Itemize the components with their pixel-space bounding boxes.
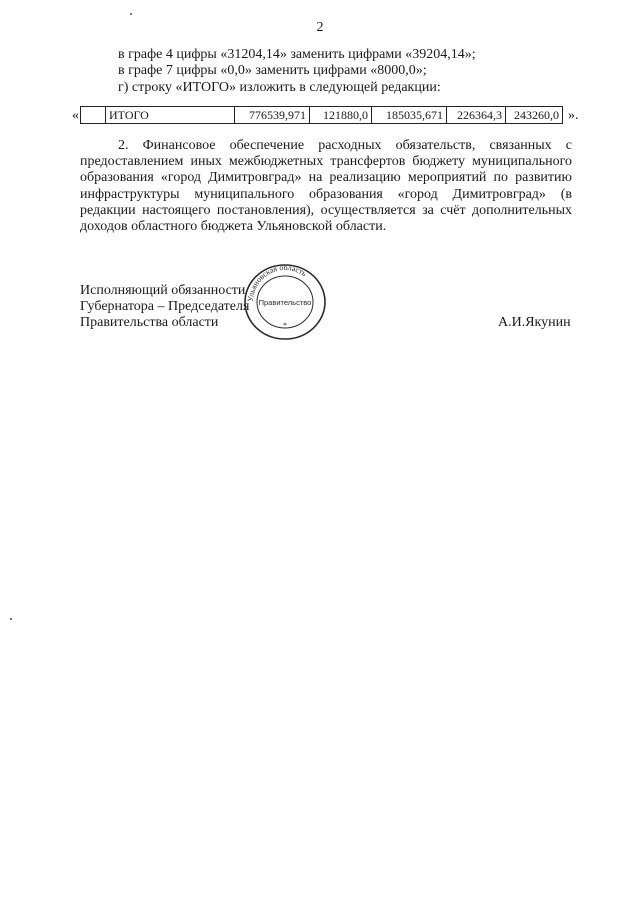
amendment-line-3: г) строку «ИТОГО» изложить в следующей редакции:	[118, 80, 441, 95]
signature-title-line-2: Губернатора – Председателя	[80, 299, 250, 314]
table-cell-value: 243260,0	[506, 107, 563, 124]
paragraph-2: 2. Финансовое обеспечение расходных обязательств, связанных с предоставлением иных межбюджетных трансфертов бюджету муниципального образования «город Димитровград» на реализацию мероприятий по развитию инфраструктуры муниципального образования «город Димитровград» (в редакции настоящего постановления), осуществляется за счёт дополнительных доходов областного бюджета Ульяновской области.	[80, 138, 572, 235]
opening-quote: «	[72, 108, 79, 123]
scan-speck	[130, 13, 132, 15]
official-seal-stamp	[240, 262, 330, 342]
scan-speck	[10, 618, 12, 620]
page-number: 2	[316, 20, 324, 35]
closing-quote: ».	[568, 108, 579, 123]
signature-title-line-1: Исполняющий обязанности	[80, 283, 246, 298]
table-cell-value: 121880,0	[310, 107, 372, 124]
svg-text:*: *	[283, 321, 287, 330]
amendment-line-1: в графе 4 цифры «31204,14» заменить цифрами «39204,14»;	[118, 47, 476, 62]
signature-block	[80, 283, 249, 331]
amendment-line-2: в графе 7 цифры «0,0» заменить цифрами «8000,0»;	[118, 63, 427, 78]
signature-title-line-3: Правительства области	[80, 315, 219, 330]
table-row	[81, 107, 563, 124]
svg-text:Правительство: Правительство	[258, 298, 312, 307]
table-cell-value: 185035,671	[372, 107, 447, 124]
table-cell-value: 226364,3	[447, 107, 506, 124]
table-cell-empty	[81, 107, 106, 124]
table-cell-label: ИТОГО	[106, 107, 235, 124]
svg-text:Ульяновская область: Ульяновская область	[245, 262, 309, 303]
itogo-table	[80, 106, 563, 124]
table-cell-value: 776539,971	[235, 107, 310, 124]
signatory-name: А.И.Якунин	[498, 315, 571, 330]
